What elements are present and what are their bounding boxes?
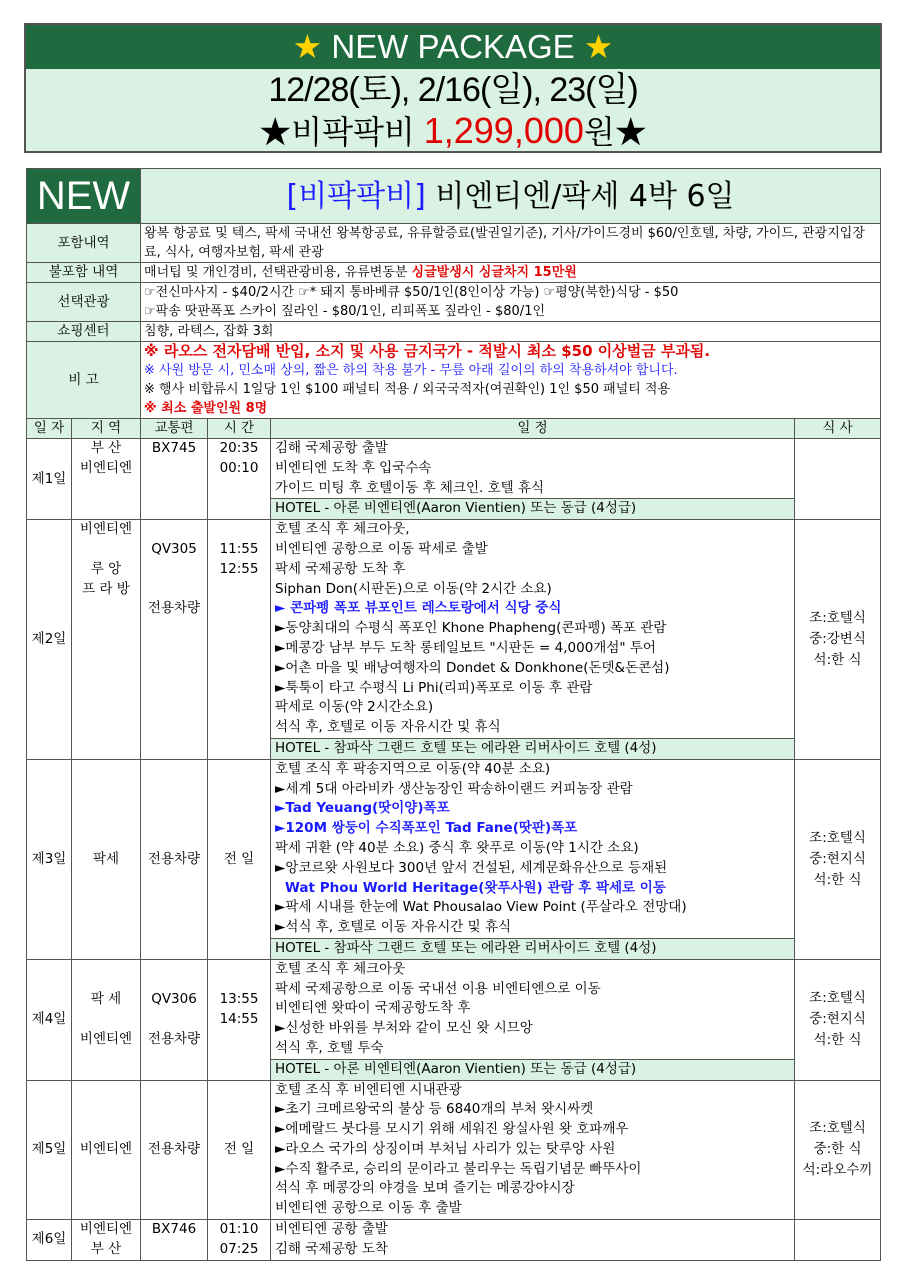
day-transport [141,959,208,1080]
hotel-line: HOTEL - 참파삭 그랜드 호텔 또는 에라완 리버사이드 호텔 (4성) [271,738,794,759]
day-label: 제5일 [27,1080,72,1220]
schedule-line: 팍세 국제공항으로 이동 국내선 이용 비엔티엔으로 이동 [275,980,601,997]
schedule-line: 석식 후 메콩강의 야경을 보며 즐기는 메콩강야시장 [275,1180,575,1197]
schedule-line: 김해 국제공항 도착 [275,1240,388,1257]
schedule-line: 팍세로 이동(약 2시간소요) [275,699,434,716]
day-row [27,439,881,520]
day-meals [795,959,881,1080]
schedule-line: Siphan Don(시판돈)으로 이동(약 2시간 소요) [275,580,552,597]
region-name: 비엔티엔 [79,1030,133,1047]
meal: 석:한 식 [813,651,862,668]
remarks-label: 비 고 [27,342,141,419]
day-region [72,959,141,1080]
region-name: 부 산 [90,1240,122,1257]
exclude-text [141,263,881,283]
day-label: 제2일 [27,520,72,760]
day-label: 제4일 [27,959,72,1080]
region-name: 팍 세 [90,990,122,1007]
departure-dates: 12/28(토), 2/16(일), 23(일) [268,71,638,109]
schedule-line: ►메콩강 남부 부두 도착 롱테일보트 "시판돈 = 4,000개섬" 투어 [275,639,656,656]
optional-line: ☞전신마사지 - $40/2시간 ☞* 돼지 통바베큐 $50/1인(8인이상 가능) ☞평양(북한)식당 - $50 [144,285,679,300]
day-transport: BX745 [141,439,208,520]
remark-dress: ※ 사원 방문 시, 민소매 상의, 짧은 하의 착용 불가 - 무릎 아래 길이의 하의 착용하셔야 합니다. [144,363,678,378]
vehicle: 전용차량 [147,600,201,617]
remark-min-pax: ※ 최소 출발인원 8명 [144,401,268,416]
schedule-line: 호텔 조식 후 비엔티엔 시내관광 [275,1081,462,1098]
col-day: 일 자 [27,419,72,439]
region-name [75,540,137,560]
day-region: 비엔티엔 [72,1080,141,1220]
day-meals [795,1080,881,1220]
day-times [208,439,271,520]
day-meals [795,520,881,760]
optional-tours [141,283,881,322]
optional-line: ☞팍송 땃판폭포 스카이 짚라인 - $80/1인, 리피폭포 짚라인 - $80/1인 [144,304,546,319]
day-label: 제1일 [27,439,72,520]
star-icon: ★ [292,28,323,65]
hotel-line: HOTEL - 아론 비엔티엔(Aaron Vientien) 또는 동급 (4성급) [271,498,794,519]
star-icon: ★ [583,28,614,65]
meal: 중:현지식 [809,850,866,867]
col-region: 지 역 [72,419,141,439]
day-times [208,1220,271,1261]
day-times: 전 일 [208,1080,271,1220]
schedule-line: 팍세 국제공항 도착 후 [275,560,406,577]
day-row [27,1220,881,1261]
meal: 석:라오수끼 [802,1162,873,1179]
day-row [27,1080,881,1220]
day-schedule [271,520,795,760]
day-row [27,959,881,1080]
schedule-line: 김해 국제공항 출발 [275,440,388,456]
schedule-line: Wat Phou World Heritage(왓푸사원) 관람 후 팍세로 이동 [285,879,666,896]
schedule-line: 비엔티엔 도착 후 입국수속 [275,459,432,476]
region-name: 비엔티엔 [79,459,133,476]
price-prefix: ★비팍팍비 [259,114,424,150]
time-value: 20:35 [219,440,259,456]
schedule-line: ► 콘파펭 폭포 뷰포인트 레스토랑에서 식당 중식 [275,600,562,617]
time-value: 00:10 [219,459,259,476]
product-title [141,169,881,224]
include-text: 왕복 항공료 및 텍스, 팍세 국내선 왕복항공료, 유류할증료(발권일기준), 기사/가이드경비 $60/인호텔, 차량, 가이드, 관광지입장료, 식사, 여행자보험, 팍세 관광 [141,224,881,263]
time-value: 14:55 [219,1010,259,1027]
schedule-line: 석식 후, 호텔 투숙 [275,1039,384,1056]
schedule-line: ►앙코르왓 사원보다 300년 앞서 건설된, 세계문화유산으로 등재된 [275,859,668,876]
schedule-line: ►어촌 마을 및 배낭여행자의 Dondet & Donkhone(돈뎃&돈콘섬) [275,659,670,676]
day-label: 제6일 [27,1220,72,1261]
day-meals [795,1220,881,1261]
region-name: 비엔티엔 [79,521,133,538]
day-region [72,439,141,520]
vehicle: 전용차량 [147,1030,201,1047]
time-value: 12:55 [219,560,259,577]
time-value: 07:25 [219,1240,259,1257]
schedule-line: ►동양최대의 수평식 폭포인 Khone Phapheng(콘파펭) 폭포 관람 [275,620,667,637]
flight-code: QV305 [151,540,197,557]
col-meals: 식 사 [795,419,881,439]
exclude-label: 불포함 내역 [27,263,141,283]
schedule-line: 가이드 미팅 후 호텔이동 후 체크인. 호텔 휴식 [275,479,545,496]
day-schedule [271,1080,795,1220]
time-value: 11:55 [219,540,259,557]
day-row [27,759,881,959]
schedule-line: ►120M 쌍둥이 수직폭포인 Tad Fane(땃판)폭포 [275,820,578,837]
schedule-line: 비엔티엔 공항으로 이동 팍세로 출발 [275,540,488,557]
schedule-line: ►신성한 바위를 부처와 같이 모신 왓 시므앙 [275,1020,533,1037]
shopping-text: 침향, 라텍스, 잡화 3회 [141,322,881,342]
schedule-line: ►수직 활주로, 승리의 문이라고 불리우는 독립기념문 빠뚜사이 [275,1160,642,1177]
schedule-line: 비엔티엔 공항으로 이동 후 출발 [275,1200,462,1217]
schedule-line: 호텔 조식 후 체크아웃 [275,960,406,977]
day-schedule [271,759,795,959]
package-header [24,23,882,153]
day-transport: BX746 [141,1220,208,1261]
remarks [141,342,881,419]
itinerary-table [26,168,881,1261]
day-times: 전 일 [208,759,271,959]
shopping-label: 쇼핑센터 [27,322,141,342]
schedule-line: 비엔티엔 왓따이 국제공항도착 후 [275,1000,471,1017]
day-schedule [271,439,795,520]
region-name: 비엔티엔 [79,1221,133,1238]
product-title-rest: 비엔티엔/팍세 4박 6일 [425,178,735,214]
remark-penalty: ※ 행사 비합류시 1일당 1인 $100 패널티 적용 / 외국국적자(여권확인) 1인 $50 패널티 적용 [144,382,671,397]
schedule-line: ►에메랄드 붓다를 모시기 위해 세워진 왕실사원 왓 호파깨우 [275,1121,629,1138]
col-schedule: 일 정 [271,419,795,439]
day-transport [141,520,208,760]
meal: 석:한 식 [813,1032,862,1049]
header-banner [26,25,880,69]
remark-ecig: ※ 라오스 전자담배 반입, 소지 및 사용 금지국가 - 적발시 최소 $50 이상벌금 부과됨. [144,342,711,360]
header-title: NEW PACKAGE [331,28,575,65]
col-transport: 교통편 [141,419,208,439]
meal: 중:현지식 [809,1011,866,1028]
meal: 조:호텔식 [809,990,866,1007]
region-name: 프 라 방 [82,580,130,597]
new-badge: NEW [27,169,141,224]
day-times [208,520,271,760]
day-transport: 전용차량 [141,759,208,959]
price-line [26,111,880,152]
region-name: 부 산 [90,440,122,456]
col-time: 시 간 [208,419,271,439]
price-suffix: 원★ [583,114,647,150]
schedule-line: 호텔 조식 후 체크아웃, [275,521,410,538]
schedule-line: 호텔 조식 후 팍송지역으로 이동(약 40분 소요) [275,760,551,777]
column-header-row [27,419,881,439]
schedule-line: 비엔티엔 공항 출발 [275,1221,388,1238]
hotel-line: HOTEL - 참파삭 그랜드 호텔 또는 에라완 리버사이드 호텔 (4성) [271,938,794,959]
day-schedule [271,1220,795,1261]
meal: 조:호텔식 [809,1120,866,1137]
schedule-line: ►툭툭이 타고 수평식 Li Phi(리피)폭포로 이동 후 관람 [275,679,593,696]
price-value: 1,299,000 [423,110,584,151]
meal: 조:호텔식 [809,609,866,626]
day-meals [795,759,881,959]
exclude-main: 매너팁 및 개인경비, 선택관광비용, 유류변동분 [144,265,412,280]
flight-code: QV306 [151,990,197,1007]
region-name: 루 앙 [90,560,122,577]
day-row [27,520,881,760]
schedule-line: ►Tad Yeuang(땃이양)폭포 [275,800,450,817]
meal: 석:한 식 [813,871,862,888]
meal: 중:한 식 [813,1141,862,1158]
meal: 중:강변식 [809,630,866,647]
day-region [72,520,141,760]
hotel-line: HOTEL - 아론 비엔티엔(Aaron Vientien) 또는 동급 (4성급) [271,1059,794,1080]
schedule-line: ►팍세 시내를 한눈에 Wat Phousalao View Point (푸살라오 전망대) [275,899,687,916]
day-meals [795,439,881,520]
schedule-line: 석식 후, 호텔로 이동 자유시간 및 휴식 [275,719,501,736]
day-region [72,1220,141,1261]
schedule-line: ►세계 5대 아라비카 생산농장인 팍송하이랜드 커피농장 관람 [275,780,633,797]
optional-label: 선택관광 [27,283,141,322]
meal: 조:호텔식 [809,829,866,846]
time-value: 01:10 [219,1221,259,1238]
day-schedule [271,959,795,1080]
day-label: 제3일 [27,759,72,959]
schedule-line: ►초기 크메르왕국의 불상 등 6840개의 부처 왓시싸켓 [275,1101,594,1118]
include-label: 포함내역 [27,224,141,263]
day-transport: 전용차량 [141,1080,208,1220]
time-value: 13:55 [219,990,259,1007]
schedule-line: 팍세 귀환 (약 40분 소요) 중식 후 왓푸로 이동(약 1시간 소요) [275,839,639,856]
product-title-prefix: [비팍팍비] [286,178,426,214]
day-times [208,959,271,1080]
day-region: 팍세 [72,759,141,959]
schedule-line: ►석식 후, 호텔로 이동 자유시간 및 휴식 [275,919,512,936]
schedule-line: ►라오스 국가의 상징이며 부처님 사리가 있는 탓루앙 사원 [275,1140,616,1157]
exclude-single-charge: 싱글발생시 싱글차지 15만원 [411,265,577,280]
